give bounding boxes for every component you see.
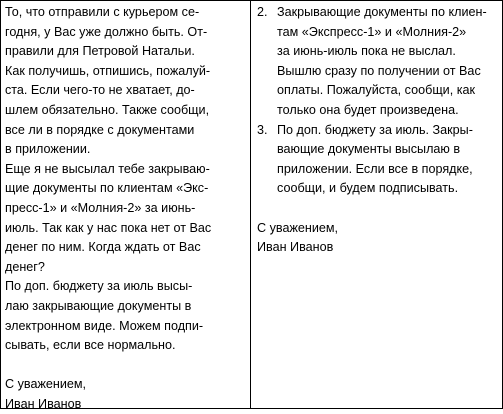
left-line: электронном виде. Можем подпи-	[5, 318, 204, 333]
signature: Иван Иванов	[5, 396, 82, 411]
item-line: вающие документы высылаю в	[277, 142, 461, 157]
closing-text: С уважением,	[5, 377, 87, 392]
left-line: пресс-1» и «Молния-2» за июнь-	[5, 200, 196, 215]
item-line: По доп. бюджету за июль. Закры-	[277, 122, 473, 137]
left-line: денег по ним. Когда ждать от Вас	[5, 240, 201, 255]
left-line: все ли в порядке с документами	[5, 122, 195, 137]
item-number: 3.	[257, 122, 268, 137]
item-line: Вышлю сразу по получении от Вас	[277, 63, 481, 78]
left-line: сывать, если все нормально.	[5, 338, 176, 353]
left-line: лаю закрывающие документы в	[5, 298, 192, 313]
left-line: То, что отправили с курьером се-	[5, 5, 200, 19]
item-number: 2.	[257, 5, 268, 19]
left-line: в приложении.	[5, 142, 91, 157]
left-line: шлем обязательно. Также сообщи,	[5, 102, 210, 117]
left-column	[1, 1, 251, 411]
item-text	[277, 3, 498, 121]
item-line: сообщи, и будем подписывать.	[277, 181, 459, 196]
left-line: щие документы по клиентам «Экс-	[5, 181, 209, 196]
left-line: ста. Если чего-то не хватает, до-	[5, 83, 195, 98]
item-line: за июнь-июль пока не выслал.	[277, 44, 456, 59]
item-text	[277, 121, 498, 199]
closing-text: С уважением,	[257, 220, 339, 235]
list-item	[257, 3, 498, 121]
right-column	[251, 1, 502, 408]
item-line: там «Экспресс-1» и «Молния-2»	[277, 24, 467, 39]
left-line: годня, у Вас уже должно быть. От-	[5, 24, 208, 39]
signature: Иван Иванов	[257, 240, 334, 255]
left-line: Еще я не высылал тебе закрываю-	[5, 161, 210, 176]
item-line: Закрывающие документы по клиен-	[277, 5, 487, 19]
list-item	[257, 121, 498, 199]
left-line: Как получишь, отпишись, пожалуй-	[5, 63, 211, 78]
item-line: только она будет произведена.	[277, 102, 459, 117]
left-line: денег?	[5, 259, 45, 274]
item-line: приложении. Если все в порядке,	[277, 161, 473, 176]
left-line: правили для Петровой Натальи.	[5, 44, 195, 59]
item-line: оплаты. Пожалуйста, сообщи, как	[277, 83, 476, 98]
left-line: По доп. бюджету за июль высы-	[5, 279, 193, 294]
left-line: июль. Так как у нас пока нет от Вас	[5, 220, 212, 235]
